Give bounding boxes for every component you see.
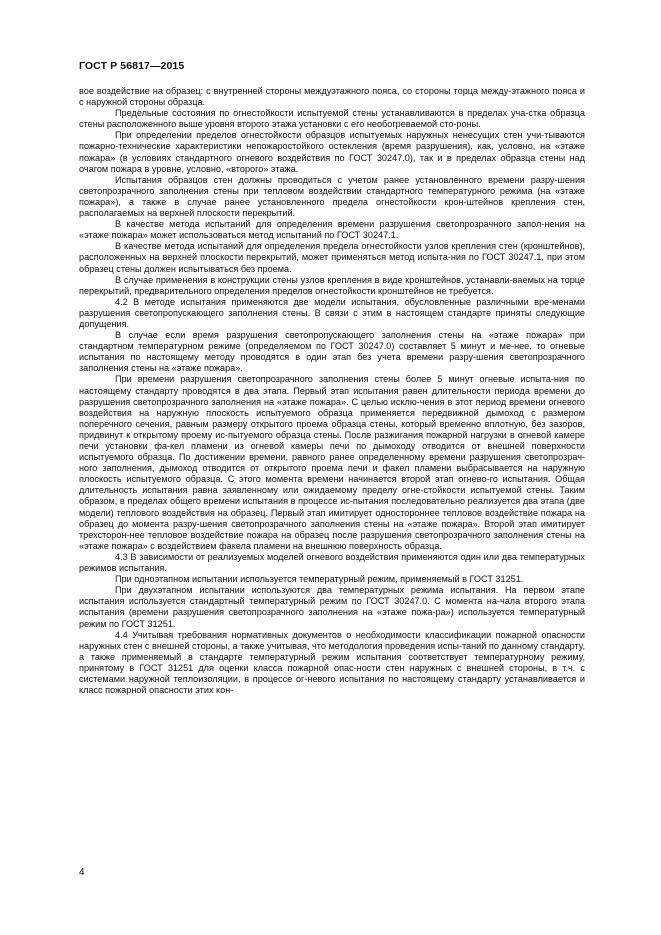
section-4-3: 4.3 В зависимости от реализуемых моделей огневого воздействия применяются один или два температурных режимов испытания.: [79, 551, 585, 574]
paragraph: При одноэтапном испытании используется температурный режим, применяемый в ГОСТ 31251.: [115, 574, 524, 585]
paragraph: В качестве метода испытаний для определения времени разрушения светопрозрачного запол-нения на «этаже пожара» может использоваться метод испытаний по ГОСТ 30247.1.: [79, 219, 585, 241]
section-4-4: 4.4 Учитывая требования нормативных документов о необходимости классификации пожарной опасности наружных стен с внешней стороны, а также учитывая, что методология проведения испы-таний по данному стандарту, а также применяемый в стандарте температурный режим испытания соответствует температурному режиму, принятому в ГОСТ 31251 для оценки класса пожарной опас-ности стен наружных с внешней стороны, в т.ч. с системами наружной теплоизоляции, в процессе ог-невого испытания по настоящему стандарту устанавливается и класс пожарной опасности этих кон-: [79, 629, 585, 696]
paragraph: В качестве метода испытаний для определения предела огнестойкости узлов крепления стен (кронштейнов), расположенных на верхней плоскости перекрытий, может применяться метод испыта-ния по ГОСТ 30247.1, при этом образец стены должен испытываться без проема.: [79, 241, 585, 274]
page-header: ГОСТ Р 56817—2015: [79, 60, 185, 72]
paragraph: В случае применения в конструкции стены узлов крепления в виде кронштейнов, устанавли-ваемых на торце перекрытий, предварительного определения пределов огнестойкости кронштейнов не требуется.: [79, 274, 585, 296]
paragraph-continuation: вое воздействие на образец: с внутренней стороны междуэтажного пояса, со стороны торца между-этажного пояса и с наружной стороны образца.: [79, 86, 585, 108]
paragraph: Предельные состояния по огнестойкости испытуемой стены устанавливаются в пределах уча-стка образца стены расположенного выше уровня второго этажа установки с его необогреваемой сто-роны.: [79, 108, 585, 130]
body-text: [79, 86, 585, 696]
paragraph: При времени разрушения светопрозрачного заполнения стены более 5 минут огневые испыта-ния по настоящему стандарту проводятся в два этапа. Первый этап испытания равен длительности периода времени до разрушения светопрозрачного заполнения на «этаже пожара». С целью исклю-чения в этот период времени огневого воздействия на наружную плоскость испытуемого образца применяется передвижной дымоход с размером поперечного сечения, равным размеру открытого проема образца стены, который временно вплотную, без зазоров, придвинут к открытому проему ис-пытуемого образца стены. После разжигания пожарной нагрузки в огневой камере печи установки фа-кел пламени из огневой камеры печи по дымоходу отводится от внешней поверхности испытуемого образца. По достижении времени, равного ранее определенному времени разрушения светопрозрач-ного заполнения, дымоход отводится от открытого проема печи и факел пламени выбрасывается на наружную плоскость испытуемого образца. С этого момента времени начинается второй этап огнево-го испытания. Общая длительность испытания равна заявленному или ожидаемому пределу огне-стойкости испытуемой стены. Таким образом, в пределах общего времени испытания в процессе ис-пытания последовательно реализуется два этапа (две модели) теплового воздействия на образец. Первый этап имитирует одностороннее тепловое воздействие пожара на образец до момента разру-шения светопрозрачного заполнения стены на «этаже пожара». Второй этап имитирует трехсторон-нее тепловое воздействие пожара на образец после разрушения светопрозрачного заполнения стены на «этаже пожара» с воздействием факела пламени на внешнюю поверхность образца.: [79, 374, 585, 551]
paragraph: При двухэтапном испытании используются два температурных режима испытания. На первом этапе испытания используется стандартный температурный режим по ГОСТ 30247.0. С момента на-чала второго этапа испытания (времени разрушения светопрозрачного заполнения на «этаже пожа-ра») используется температурный режим по ГОСТ 31251.: [79, 585, 585, 629]
paragraph: Испытания образцов стен должны проводиться с учетом ранее установленного времени разру-шения светопрозрачного заполнения стены при тепловом воздействии стандартного температурного режима (на «этаже пожара»), а также в случае ранее установленного предела огнестойкости крон-штейнов крепления стен, располагаемых на верхней плоскости перекрытий.: [79, 174, 585, 219]
paragraph: В случае если время разрушения светопропускающего заполнения стены на «этаже пожара» при стандартном температурном режиме (определяемом по ГОСТ 30247.0) составляет 5 минут и ме-нее, то огневые испытания по настоящему методу проводятся в один этап без учета времени разру-шения светопрозрачного заполнения стены на «этаже пожара».: [79, 330, 585, 374]
section-4-2: 4.2 В методе испытания применяются две модели испытания, обусловленные различными вре-менами разрушения светопропускающего заполнения стены. В связи с этим в настоящем стандарте приняты следующие допущения.: [79, 296, 585, 329]
paragraph: При определении пределов огнестойкости образцов испытуемых наружных ненесущих стен учи-тываются пожарно-технические характеристики непожаростойкого остекления (время разрушения), как, условно, на «этаже пожара» (в условиях стандартного огневого воздействия по ГОСТ 30247.0), так и в пределах образца стены над очагом пожара в уровне, условно, «второго» этажа.: [79, 130, 585, 174]
page-number: 4: [79, 867, 85, 878]
